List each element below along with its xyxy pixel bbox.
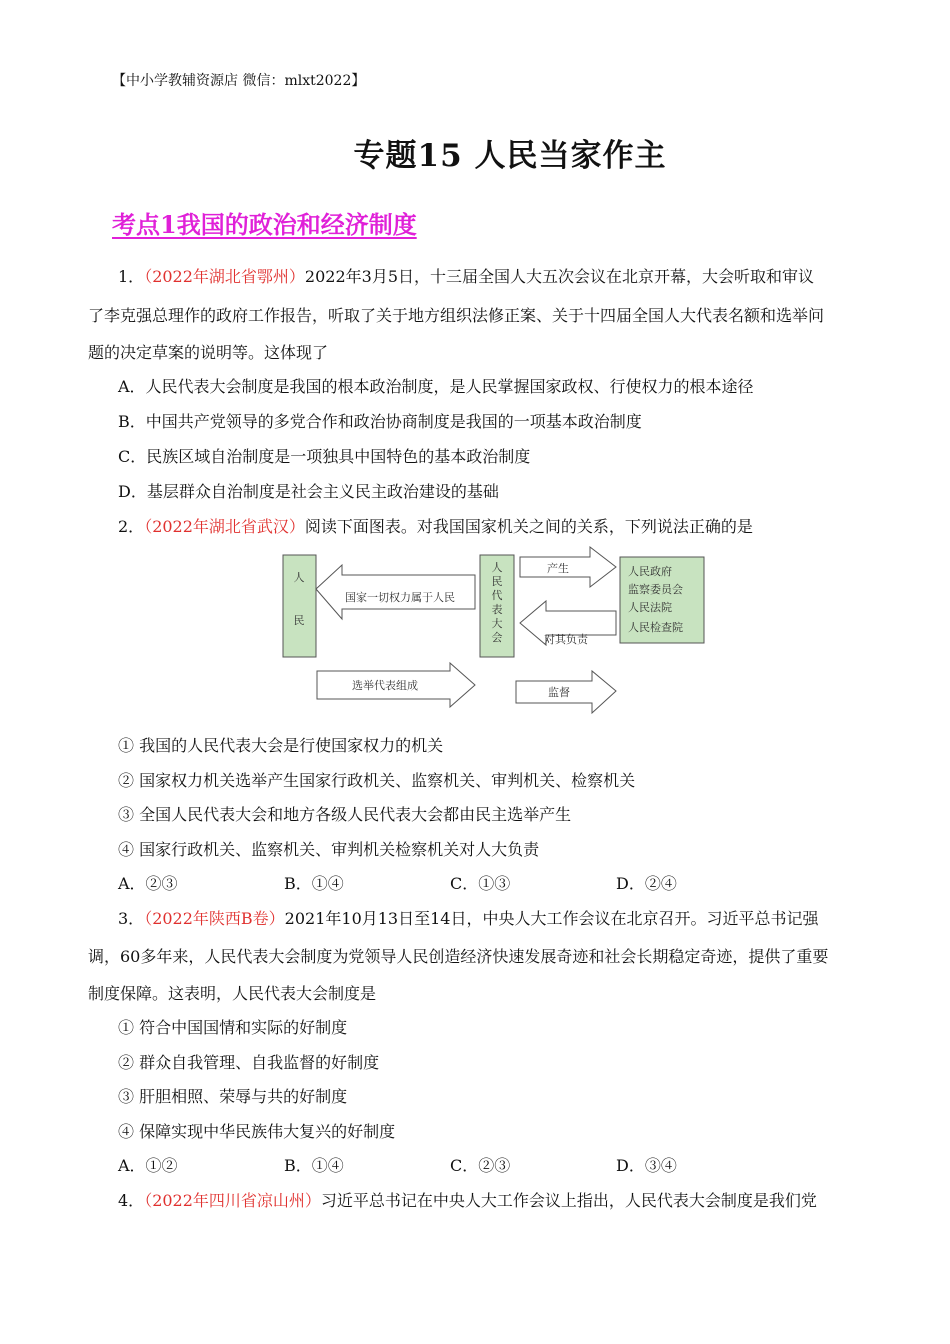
q3-source: （2022年陕西B卷） [144,909,285,928]
page-title: 专题15 人民当家作主 [353,138,667,174]
q3-statement-4: ④ 保障实现中华民族伟大复兴的好制度 [118,1122,396,1141]
q3-choices [118,1153,782,1176]
header-note: 【中小学教辅资源店 微信：mlxt2022】 [112,73,366,89]
q3-statement-2: ② 群众自我管理、自我监督的好制度 [118,1053,380,1072]
svg-text:表: 表 [491,603,503,616]
q1-stem-line-1: 1．（2022年湖北省鄂州）2022年3月5日，十三届全国人大五次会议在北京开幕，大会听取和审议 [118,267,815,286]
q2-choice-a: A．②③ [118,874,178,893]
q2-source: （2022年湖北省武汉） [144,517,305,536]
q3-stem-line-3: 制度保障。这表明，人民代表大会制度是 [88,984,377,1003]
organ-3: 人民法院 [628,601,672,614]
q1-option-a: A．人民代表大会制度是我国的根本政治制度，是人民掌握国家政权、行使权力的根本途径 [118,377,754,396]
q2-choice-d: D．②④ [616,874,677,893]
supervise-label: 监督 [548,686,570,699]
q2-statement-2: ② 国家权力机关选举产生国家行政机关、监察机关、审判机关、检察机关 [118,771,636,790]
people-char-2: 民 [293,614,305,627]
organ-1: 人民政府 [628,565,672,578]
q3-choice-a: A．①② [118,1156,178,1175]
q1-stem-line-2: 了李克强总理作的政府工作报告，听取了关于地方组织法修正案、关于十四届全国人大代表名额和选举问 [88,306,825,325]
svg-text:会: 会 [491,631,503,644]
svg-text:大: 大 [491,617,503,630]
svg-text:代: 代 [491,589,503,602]
q4-stem: 4．（2022年四川省凉山州）习近平总书记在中央人大工作会议上指出，人民代表大会制度是我们党 [118,1191,817,1210]
power-belongs-label: 国家一切权力属于人民 [345,591,455,604]
q3-choice-c: C．②③ [450,1156,511,1175]
produce-label: 产生 [547,562,569,575]
q2-choices [118,871,782,894]
q3-choice-b: B．①④ [284,1156,344,1175]
q1-stem-line-3: 题的决定草案的说明等。这体现了 [88,343,329,362]
section-heading: 考点1我国的政治和经济制度 [112,210,417,239]
people-char-1: 人 [293,571,305,584]
q1-option-d: D．基层群众自治制度是社会主义民主政治建设的基础 [118,482,499,501]
organ-4: 人民检查院 [628,621,683,634]
q2-choice-c: C．①③ [450,874,511,893]
q2-statement-4: ④ 国家行政机关、监察机关、审判机关检察机关对人大负责 [118,840,540,859]
q2-statement-1: ① 我国的人民代表大会是行使国家权力的机关 [118,736,444,755]
q2-stem: 2．（2022年湖北省武汉）阅读下面图表。对我国国家机关之间的关系，下列说法正确的是 [118,517,753,536]
responsible-label: 对其负责 [544,633,588,646]
q2-choice-b: B．①④ [284,874,344,893]
q4-source: （2022年四川省凉山州） [144,1191,321,1210]
elect-label: 选举代表组成 [352,679,418,692]
q3-statement-1: ① 符合中国国情和实际的好制度 [118,1018,348,1037]
organ-2: 监察委员会 [628,583,683,596]
q2-statement-3: ③ 全国人民代表大会和地方各级人民代表大会都由民主选举产生 [118,805,572,824]
q1-source: （2022年湖北省鄂州） [144,267,305,286]
q3-choice-d: D．③④ [616,1156,677,1175]
q3-statement-3: ③ 肝胆相照、荣辱与共的好制度 [118,1087,348,1106]
q3-stem-line-1: 3．（2022年陕西B卷）2021年10月13日至14日，中央人大工作会议在北京召开。习近平总书记强 [118,909,819,928]
q1-option-b: B．中国共产党领导的多党合作和政治协商制度是我国的一项基本政治制度 [118,412,642,431]
svg-text:民: 民 [491,575,503,588]
q3-stem-line-2: 调，60多年来，人民代表大会制度为党领导人民创造经济快速发展奇迹和社会长期稳定奇迹，提供了重要 [88,947,829,966]
q1-option-c: C．民族区域自治制度是一项独具中国特色的基本政治制度 [118,447,531,466]
state-organs-diagram [280,545,720,715]
svg-text:人: 人 [491,561,503,574]
